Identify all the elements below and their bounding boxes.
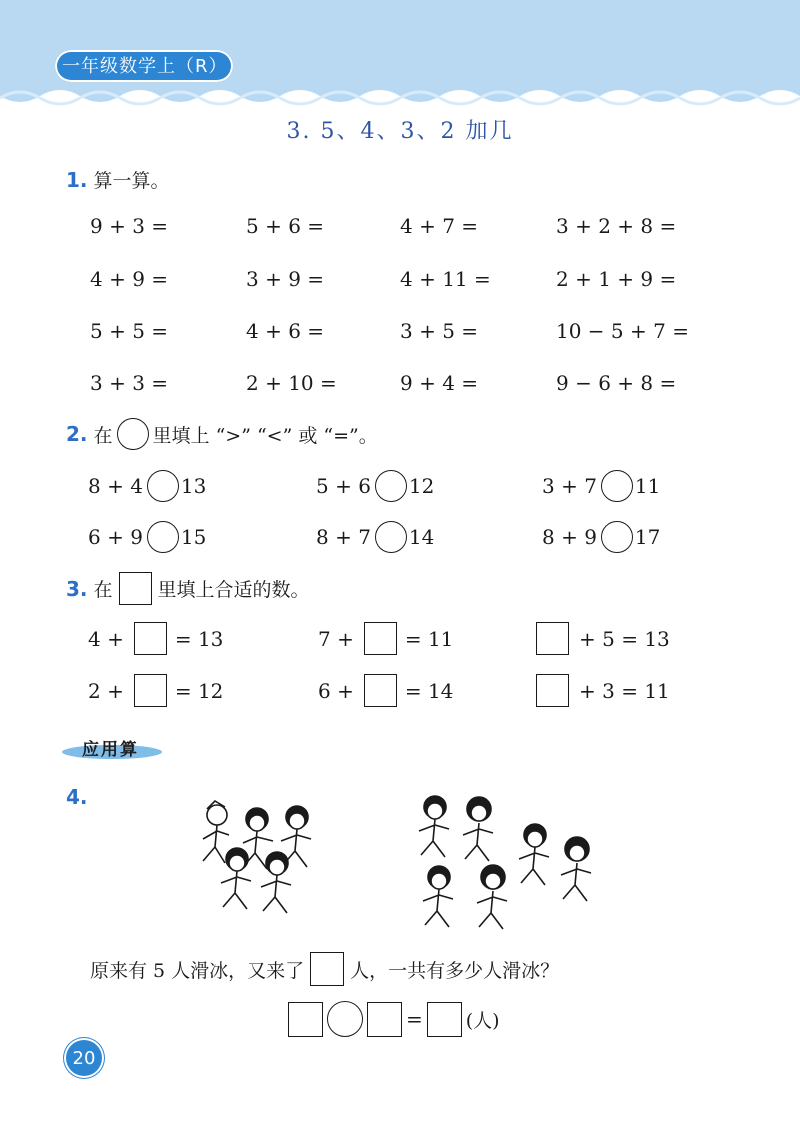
q3-pre: 2 +	[88, 678, 124, 703]
q1-expression: 9 + 4 =	[400, 371, 479, 395]
answer-box[interactable]	[367, 1002, 402, 1037]
q4-sentence	[90, 952, 559, 986]
answer-box[interactable]	[536, 674, 569, 707]
q3-item	[318, 622, 453, 655]
q2-item	[316, 521, 434, 553]
q2-item	[542, 470, 660, 502]
q1-expression: 9 − 6 + 8 =	[556, 371, 677, 395]
q3-item	[318, 674, 453, 707]
child-figure	[477, 865, 507, 929]
q2-item	[88, 470, 206, 502]
q1-expression: 5 + 6 =	[246, 214, 325, 238]
page-number: 20	[66, 1040, 102, 1076]
q2-left: 8 + 4	[88, 474, 143, 498]
q1-expression: 4 + 9 =	[90, 267, 169, 291]
section-title: 应用算	[82, 740, 139, 760]
compare-circle[interactable]	[601, 470, 633, 502]
q2-left: 5 + 6	[316, 474, 371, 498]
q3-item	[88, 622, 223, 655]
q2-item	[88, 521, 206, 553]
q1-expression: 3 + 3 =	[90, 371, 169, 395]
q3-pre: 7 +	[318, 626, 354, 651]
q3-post: = 14	[404, 678, 454, 703]
q2-number: 2.	[66, 422, 88, 446]
child-figure	[203, 801, 229, 863]
q1-heading	[66, 166, 170, 193]
child-figure	[561, 837, 591, 901]
compare-circle[interactable]	[147, 470, 179, 502]
q2-left: 6 + 9	[88, 525, 143, 549]
answer-box[interactable]	[364, 622, 397, 655]
answer-box[interactable]	[310, 952, 344, 986]
child-figure	[221, 848, 251, 909]
q2-instruction-post: 里填上 “>” “<” 或 “=”。	[152, 424, 378, 447]
q3-post: + 5 = 13	[579, 626, 670, 651]
q1-expression: 5 + 5 =	[90, 319, 169, 343]
q3-pre: 4 +	[88, 626, 124, 651]
q2-heading	[66, 418, 378, 450]
q3-heading	[66, 572, 310, 605]
q2-right: 17	[634, 525, 661, 549]
compare-circle[interactable]	[601, 521, 633, 553]
q3-number: 3.	[66, 576, 88, 601]
q2-item	[542, 521, 660, 553]
grade-label: 一年级数学上（R）	[62, 56, 228, 77]
q3-item	[536, 674, 670, 707]
answer-box[interactable]	[427, 1002, 462, 1037]
q4-sentence-post: 人，一共有多少人滑冰？	[350, 959, 560, 982]
lesson-title: 3. 5、4、3、2 加几	[286, 119, 514, 144]
q1-expression: 2 + 10 =	[246, 371, 337, 395]
q2-left: 8 + 7	[316, 525, 371, 549]
q1-expression: 2 + 1 + 9 =	[556, 267, 677, 291]
skating-children-illustration	[185, 795, 615, 935]
q1-expression: 9 + 3 =	[90, 214, 169, 238]
compare-circle-sample	[117, 418, 149, 450]
q2-right: 14	[408, 525, 435, 549]
q4-sentence-pre: 原来有 5 人滑冰，又来了	[90, 959, 305, 982]
answer-box-sample	[119, 572, 152, 605]
q2-item	[316, 470, 434, 502]
q1-number: 1.	[66, 167, 88, 192]
answer-box[interactable]	[364, 674, 397, 707]
child-figure	[419, 796, 449, 857]
q2-left: 8 + 9	[542, 525, 597, 549]
q3-item	[88, 674, 223, 707]
q3-post: = 11	[404, 626, 454, 651]
answer-box[interactable]	[536, 622, 569, 655]
compare-circle[interactable]	[375, 470, 407, 502]
q3-post: + 3 = 11	[579, 678, 670, 703]
q1-expression: 3 + 9 =	[246, 267, 325, 291]
q3-item	[536, 622, 670, 655]
q2-instruction-pre: 在	[93, 424, 113, 447]
q4-equation	[288, 1001, 500, 1037]
q2-left: 3 + 7	[542, 474, 597, 498]
q1-expression: 4 + 6 =	[246, 319, 325, 343]
q3-post: = 12	[174, 678, 224, 703]
q1-expression: 3 + 5 =	[400, 319, 479, 343]
child-figure	[519, 824, 549, 885]
q1-expression: 4 + 11 =	[400, 267, 491, 291]
q3-pre: 6 +	[318, 678, 354, 703]
q3-instruction-pre: 在	[93, 579, 113, 601]
q3-post: = 13	[174, 626, 224, 651]
child-figure	[261, 852, 291, 913]
q2-right: 12	[408, 474, 435, 498]
compare-circle[interactable]	[147, 521, 179, 553]
unit-label: (人)	[465, 1009, 500, 1032]
q3-instruction-post: 里填上合适的数。	[157, 579, 310, 601]
child-figure	[463, 797, 493, 861]
q1-instruction: 算一算。	[93, 170, 170, 192]
q2-right: 11	[634, 474, 661, 498]
operator-circle[interactable]	[327, 1001, 363, 1037]
compare-circle[interactable]	[375, 521, 407, 553]
q4-number: 4.	[66, 785, 88, 809]
q1-expression: 4 + 7 =	[400, 214, 479, 238]
q2-right: 13	[180, 474, 207, 498]
child-figure	[423, 866, 453, 927]
answer-box[interactable]	[134, 622, 167, 655]
answer-box[interactable]	[288, 1002, 323, 1037]
q2-right: 15	[180, 525, 207, 549]
answer-box[interactable]	[134, 674, 167, 707]
q1-expression: 10 − 5 + 7 =	[556, 319, 689, 343]
equals-sign: =	[406, 1007, 423, 1031]
q1-expression: 3 + 2 + 8 =	[556, 214, 677, 238]
